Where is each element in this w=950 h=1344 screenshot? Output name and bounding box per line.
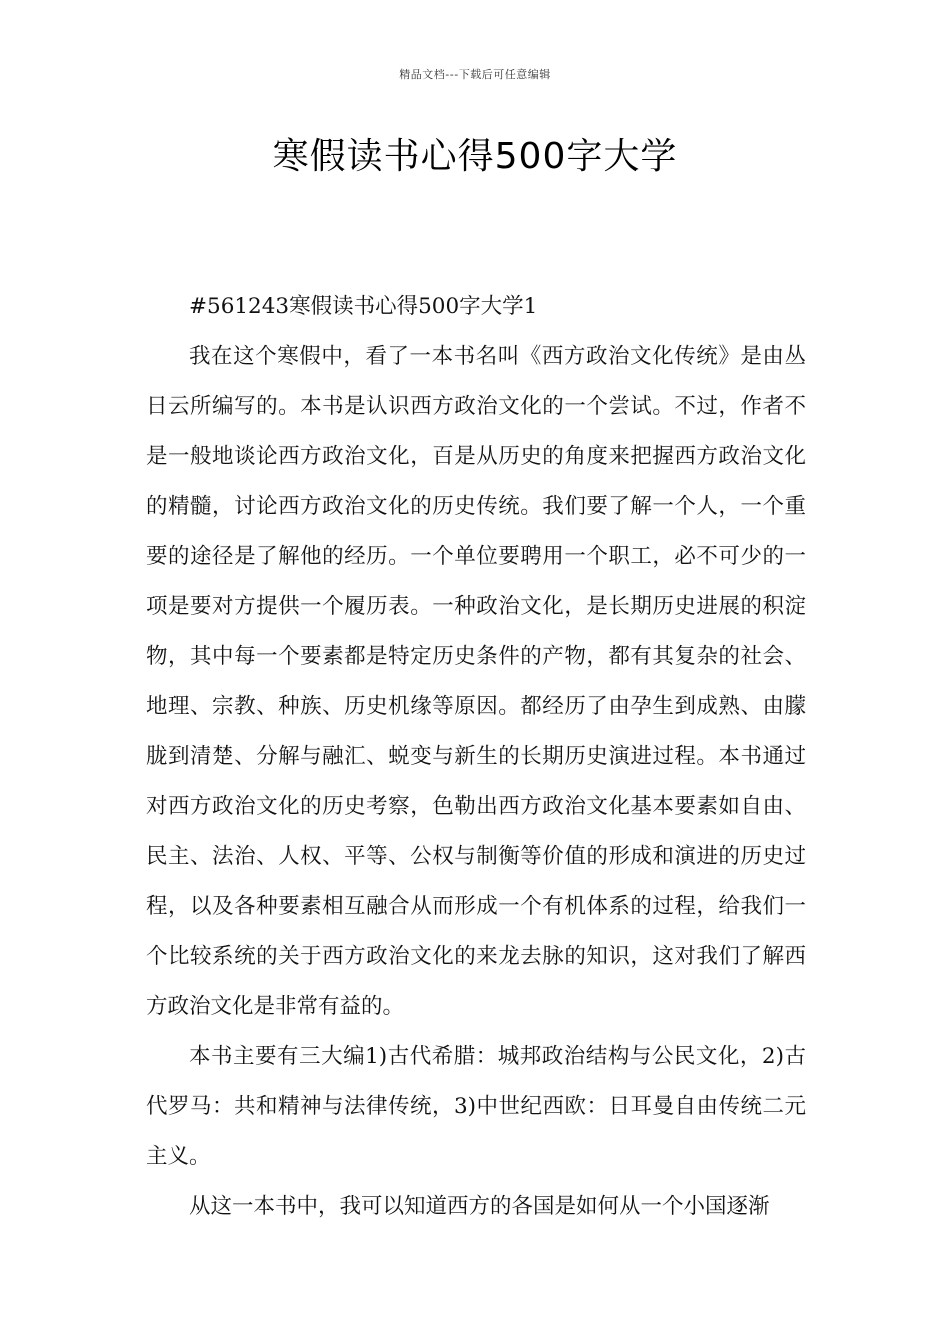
header-note: 精品文档---下载后可任意编辑 — [399, 68, 551, 81]
document-body — [146, 282, 806, 1232]
paragraph-1: 我在这个寒假中，看了一本书名叫《西方政治文化传统》是由丛日云所编写的。本书是认识西方政治文化的一个尝试。不过，作者不是一般地谈论西方政治文化，百是从历史的角度来把握西方政治文化的精髓，讨论西方政治文化的历史传统。我们要了解一个人，一个重要的途径是了解他的经历。一个单位要聘用一个职工，必不可少的一项是要对方提供一个履历表。一种政治文化，是长期历史进展的积淀物，其中每一个要素都是特定历史条件的产物，都有其复杂的社会、地理、宗教、种族、历史机缘等原因。都经历了由孕生到成熟、由朦胧到清楚、分解与融汇、蜕变与新生的长期历史演进过程。本书通过对西方政治文化的历史考察，色勒出西方政治文化基本要素如自由、民主、法治、人权、平等、公权与制衡等价值的形成和演进的历史过程，以及各种要素相互融合从而形成一个有机体系的过程，给我们一个比较系统的关于西方政治文化的来龙去脉的知识，这对我们了解西方政治文化是非常有益的。 — [146, 344, 806, 1019]
paragraph-2: 本书主要有三大编1)古代希腊：城邦政治结构与公民文化，2)古代罗马：共和精神与法律传统，3)中世纪西欧：日耳曼自由传统二元主义。 — [146, 1044, 806, 1169]
paragraph-3: 从这一本书中，我可以知道西方的各国是如何从一个小国逐渐 — [189, 1194, 770, 1219]
section-heading: #561243寒假读书心得500字大学1 — [189, 294, 538, 319]
document-title: 寒假读书心得500字大学 — [272, 136, 678, 177]
